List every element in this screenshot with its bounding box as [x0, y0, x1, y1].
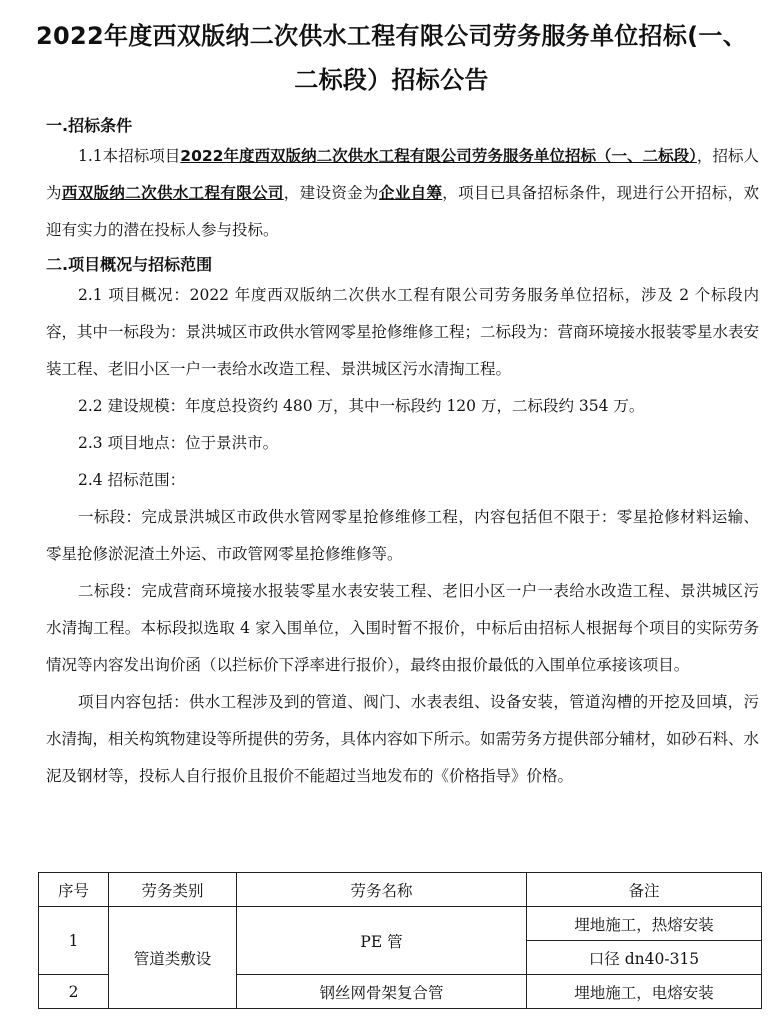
header-category: 劳务类别: [109, 873, 237, 907]
title-line-2: 二标段）招标公告: [294, 66, 489, 94]
text-mid-1: ，招标人为: [46, 147, 759, 202]
cell-remark-2: 口径 dn40-315: [527, 941, 762, 975]
paragraph-lot-1: 一标段：完成景洪城区市政供水管网零星抢修维修工程，内容包括但不限于：零星抢修材料运输、零星抢修淤泥渣土外运、市政管网零星抢修维修等。: [46, 508, 759, 563]
header-remark: 备注: [527, 873, 762, 907]
paragraph-2-2: 2.2 建设规模：年度总投资约 480 万，其中一标段约 120 万，二标段约 354 万。: [78, 397, 645, 415]
text-mid-2: ，建设资金为: [283, 184, 379, 202]
project-name: 2022年度西双版纳二次供水工程有限公司劳务服务单位招标（一、二标段）: [180, 147, 697, 165]
cell-category: 管道类敷设: [109, 907, 237, 1009]
cell-no: 1: [39, 907, 109, 975]
table-row: [39, 907, 762, 941]
tenderer-name: 西双版纳二次供水工程有限公司: [61, 184, 284, 202]
paragraph-2-4: 2.4 招标范围：: [78, 471, 186, 489]
paragraph-2-3: 2.3 项目地点：位于景洪市。: [78, 434, 279, 452]
document-body: [46, 110, 759, 795]
header-name: 劳务名称: [237, 873, 527, 907]
paragraph-1-1: [46, 138, 759, 249]
table-header-row: [39, 873, 762, 907]
header-no: 序号: [39, 873, 109, 907]
title-line-1: 2022年度西双版纳二次供水工程有限公司劳务服务单位招标(一、: [35, 22, 748, 50]
cell-name: 钢丝网骨架复合管: [237, 975, 527, 1009]
funding-source: 企业自筹: [378, 184, 443, 202]
paragraph-lot-2: 二标段：完成营商环境接水报装零星水表安装工程、老旧小区一户一表给水改造工程、景洪城区污水清掏工程。本标段拟选取 4 家入围单位，入围时暂不报价，中标后由招标人根据每个项目的实际劳务情况等内容发出询价函（以拦标价下浮率进行报价），最终由报价最低的入围单位承接该项目。: [46, 582, 759, 674]
cell-remark: 埋地施工，电熔安装: [527, 975, 762, 1009]
cell-no: 2: [39, 975, 109, 1009]
cell-name: PE 管: [237, 907, 527, 975]
text-prefix: 1.1本招标项目: [78, 147, 181, 165]
paragraph-items: 项目内容包括：供水工程涉及到的管道、阀门、水表表组、设备安装，管道沟槽的开挖及回填，污水清掏，相关构筑物建设等所提供的劳务，具体内容如下所示。如需劳务方提供部分辅材，如砂石料、水泥及钢材等，投标人自行报价且报价不能超过当地发布的《价格指导》价格。: [46, 693, 760, 785]
section-heading-conditions: 一.招标条件: [46, 116, 133, 135]
text-suffix: ，项目已具备招标条件，现进行公开招标，欢迎有实力的潜在投标人参与投标。: [46, 184, 759, 239]
page-title: [18, 14, 765, 102]
labor-services-table: [38, 872, 762, 1009]
paragraph-2-1: 2.1 项目概况：2022 年度西双版纳二次供水工程有限公司劳务服务单位招标，涉及 2 个标段内容，其中一标段为：景洪城区市政供水管网零星抢修维修工程；二标段为：营商环境接水报装零星水表安装工程、老旧小区一户一表给水改造工程、景洪城区污水清掏工程。: [46, 286, 760, 378]
section-heading-overview: 二.项目概况与招标范围: [46, 255, 213, 274]
cell-remark: 埋地施工，热熔安装: [527, 907, 762, 941]
